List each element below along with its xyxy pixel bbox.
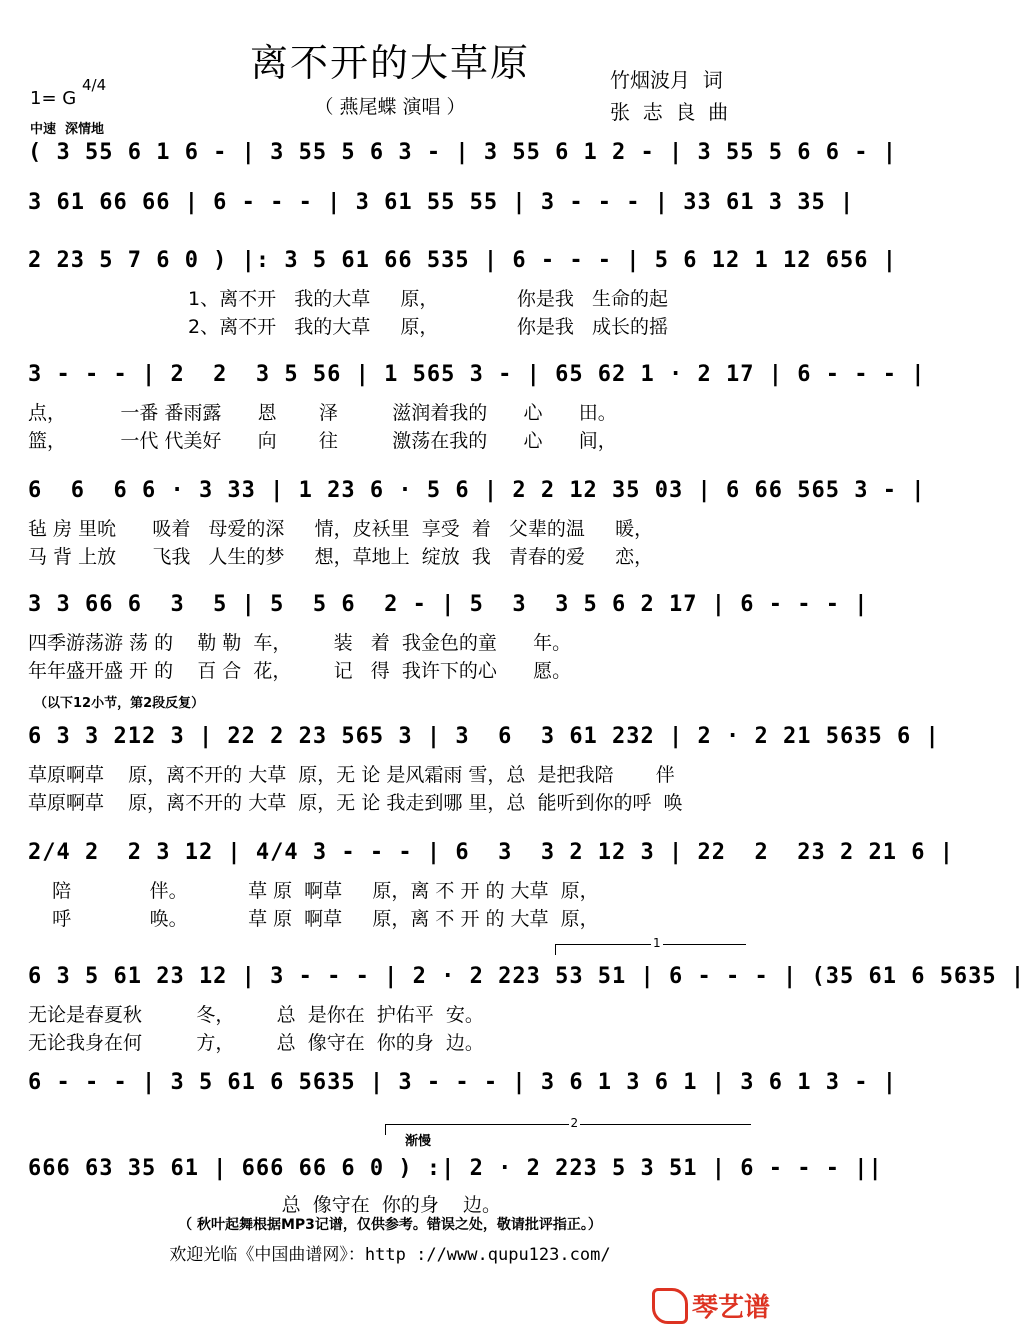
key-signature: 1= G [30, 88, 77, 109]
score-row-7 [28, 724, 940, 814]
volta-number: 1 [653, 936, 661, 950]
lyric-verse-1: 草原啊草 原，离不开的 大草 原，无 论 是风霜雨 雪，总 是把我陪 伴 [28, 764, 675, 786]
page-title: 离不开的大草原 [249, 41, 530, 85]
score-row-11 [28, 1156, 883, 1216]
notation-line: 3 - - - | 2 2 3 5 56 | 1 565 3 - | 65 62 1 · 2 17 | 6 - - - | [28, 362, 926, 387]
notation-line: 6 3 3 212 3 | 22 2 23 565 3 | 3 6 3 61 232 | 2 · 2 21 5635 6 | [28, 724, 940, 749]
time-signature-text: 4/4 [82, 76, 107, 94]
score-row-1 [28, 140, 897, 165]
lyric-verse-2: 马 背 上放 飞我 人生的梦 想，草地上 绽放 我 青春的爱 恋， [28, 546, 654, 568]
notation-line: 2 23 5 7 6 0 ) |: 3 5 61 66 535 | 6 - - - | 5 6 12 1 12 656 | [28, 248, 897, 273]
site-link[interactable]: 欢迎光临《中国曲谱网》：http ://www.qupu123.com/ [169, 1245, 611, 1265]
tempo-marking: 中速 深情地 [30, 122, 105, 137]
score-row-6 [28, 592, 869, 682]
lyric-verse-1: 陪 伴。 草 原 啊草 原，离 不 开 的 大草 原， [28, 880, 599, 902]
volta-bracket-1 [555, 936, 746, 955]
repeat-note: （以下12小节，第2段反复） [34, 696, 205, 711]
transcriber-note: （ 秋叶起舞根据MP3记谱，仅供参考。错误之处，敬请批评指正。） [178, 1217, 602, 1233]
volta-number: 2 [570, 1116, 579, 1130]
notation-line: 6 - - - | 3 5 61 6 5635 | 3 - - - | 3 6 1 3 6 1 | 3 6 1 3 - | [28, 1070, 897, 1095]
score-row-8 [28, 840, 954, 930]
notation-line: 2/4 2 2 3 12 | 4/4 3 - - - | 6 3 3 2 12 3 | 22 2 23 2 21 6 | [28, 840, 954, 865]
logo-mark-icon [652, 1288, 688, 1324]
score-row-9 [28, 964, 1025, 1054]
notation-line: ( 3 55 6 1 6 - | 3 55 5 6 3 - | 3 55 6 1 2 - | 3 55 5 6 6 - | [28, 140, 897, 165]
lyric-verse-1: 四季游荡游 荡 的 勒 勒 车， 装 着 我金色的童 年。 [28, 632, 572, 654]
lyricist-credit: 竹烟波月 词 [610, 68, 723, 92]
lyric-verse-2: 年年盛开盛 开 的 百 合 花， 记 得 我许下的心 愿。 [28, 660, 572, 682]
score-row-3 [28, 248, 897, 338]
notation-line: 666 63 35 61 | 666 66 6 0 ) :| 2 · 2 223 5 3 51 | 6 - - - || [28, 1156, 883, 1181]
lyric-verse-2: 2、离不开 我的大草 原， 你是我 成长的摇 [188, 316, 669, 338]
lyric-verse-1: 点， 一番 番雨露 恩 泽 滋润着我的 心 田。 [28, 402, 617, 424]
composer-credit: 张 志 良 曲 [610, 100, 729, 124]
lyric-verse-2: 呼 唤。 草 原 啊草 原，离 不 开 的 大草 原， [28, 908, 599, 930]
notation-line: 6 3 5 61 23 12 | 3 - - - | 2 · 2 223 53 51 | 6 - - - | (35 61 6 5635 | [28, 964, 1025, 989]
lyric-verse-1: 无论是春夏秋 冬， 总 是你在 护佑平 安。 [28, 1004, 484, 1026]
notation-line: 3 3 66 6 3 5 | 5 5 6 2 - | 5 3 3 5 6 2 17 | 6 - - - | [28, 592, 869, 617]
ritardando-marking: 渐慢 [405, 1134, 432, 1149]
lyric-verse-1: 总 像守在 你的身 边。 [28, 1194, 501, 1216]
volta-bracket-2 [385, 1116, 751, 1135]
notation-line: 6 6 6 6 · 3 33 | 1 23 6 · 5 6 | 2 2 12 35 03 | 6 66 565 3 - | [28, 478, 926, 503]
notation-line: 3 61 66 66 | 6 - - - | 3 61 55 55 | 3 - - - | 33 61 3 35 | [28, 190, 855, 215]
time-signature [82, 76, 107, 94]
lyric-verse-1: 毡 房 里吮 吸着 母爱的深 情，皮袄里 享受 着 父辈的温 暖， [28, 518, 654, 540]
score-row-10 [28, 1070, 897, 1095]
score-row-4 [28, 362, 926, 452]
score-row-5 [28, 478, 926, 568]
score-row-2 [28, 190, 855, 215]
singer-subtitle: （ 燕尾蝶 演唱 ） [314, 96, 466, 118]
lyric-verse-2: 篮， 一代 代美好 向 往 激荡在我的 心 间， [28, 430, 617, 452]
lyric-verse-1: 1、离不开 我的大草 原， 你是我 生命的起 [188, 288, 669, 310]
lyric-verse-2: 草原啊草 原，离不开的 大草 原，无 论 我走到哪 里，总 能听到你的呼 唤 [28, 792, 683, 814]
site-logo [652, 1287, 770, 1324]
logo-text: 琴艺谱 [691, 1293, 770, 1323]
lyric-verse-2: 无论我身在何 方， 总 像守在 你的身 边。 [28, 1032, 484, 1054]
